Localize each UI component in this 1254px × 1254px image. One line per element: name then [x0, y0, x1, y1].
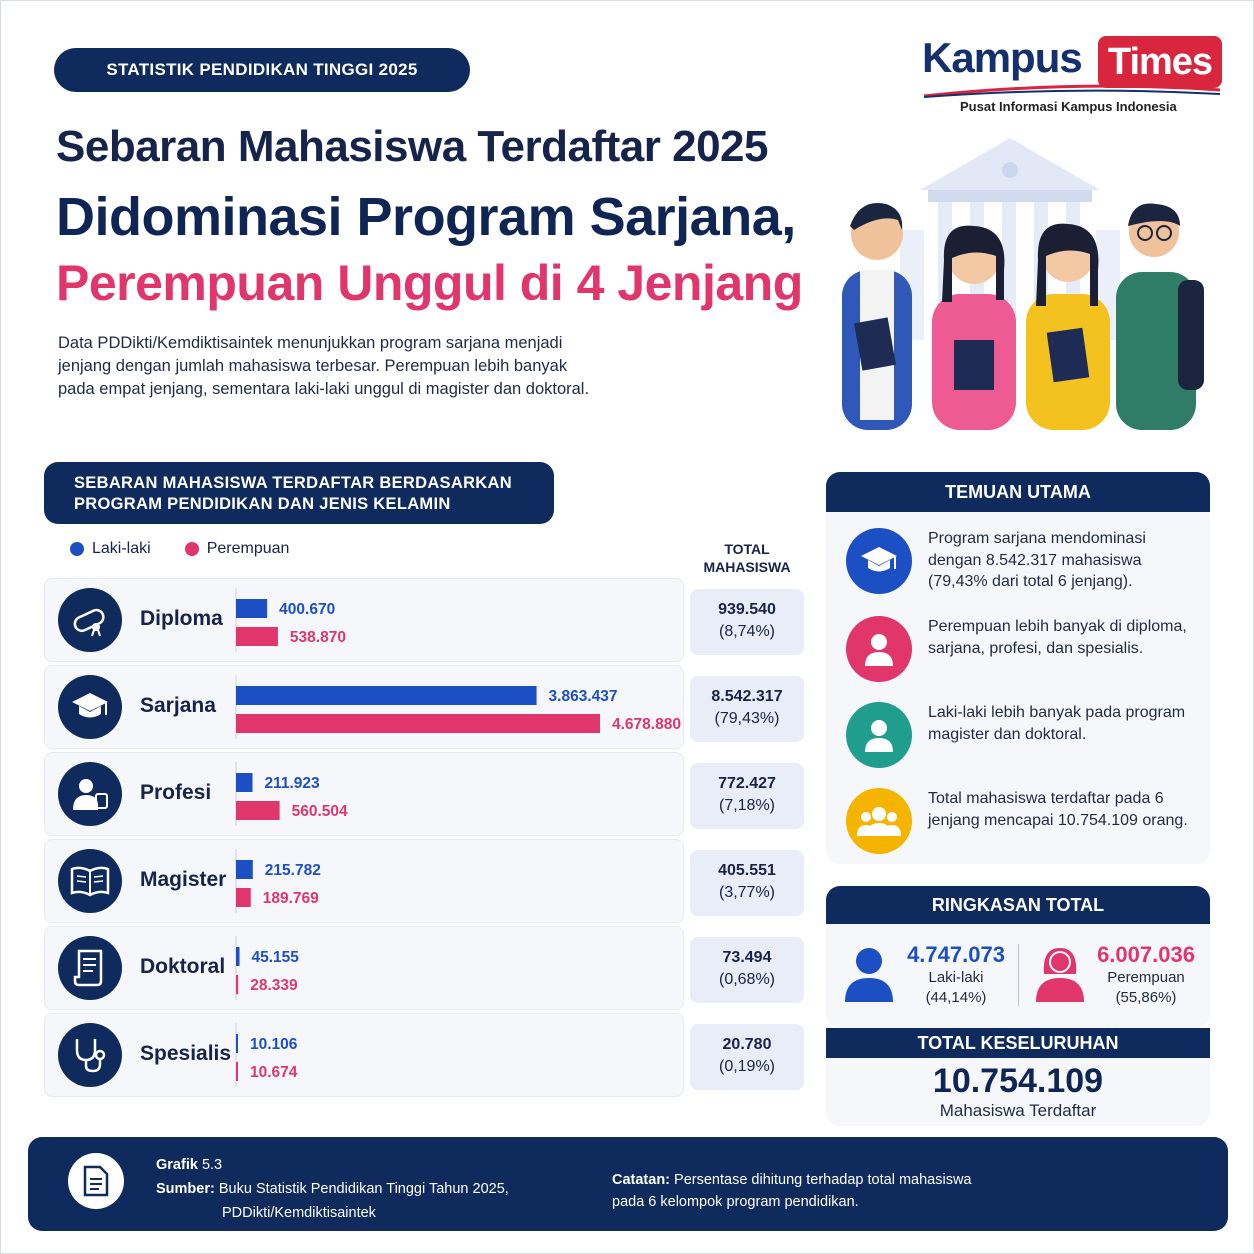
sumber-line-1: Buku Statistik Pendidikan Tinggi Tahun 2025,: [218, 1181, 509, 1197]
legend-item-male: [70, 540, 151, 558]
student-1-icon: [842, 203, 912, 430]
category-total-pct: (0,19%): [718, 1058, 776, 1075]
catatan-label: Catatan:: [612, 1172, 671, 1188]
bar-label-male: 45.155: [251, 949, 299, 966]
sumber-label: Sumber:: [156, 1181, 215, 1197]
diploma-scroll-icon: [58, 588, 122, 652]
category-total-pct: (7,18%): [718, 797, 776, 814]
female-total-label: Perempuan: [1107, 969, 1185, 986]
category-total-card: [690, 676, 804, 742]
bar-label-male: 3.863.437: [548, 688, 618, 705]
category-label: Magister: [140, 868, 227, 891]
category-total-value: 73.494: [722, 949, 772, 966]
student-3-icon: [1026, 224, 1110, 430]
legend-female-label: Perempuan: [206, 540, 290, 557]
title-line-2: Didominasi Program Sarjana,: [56, 187, 796, 247]
chart-legend: [70, 540, 289, 558]
legend-male-label: Laki-laki: [92, 540, 151, 557]
student-2-icon: [932, 226, 1016, 430]
document-icon: [68, 1153, 124, 1209]
category-label: Sarjana: [140, 694, 216, 717]
bar-label-female: 4.678.880: [612, 716, 681, 733]
category-total-value: 405.551: [718, 862, 776, 879]
category-total-card: [690, 589, 804, 655]
category-badge: STATISTIK PENDIDIKAN TINGGI 2025: [54, 48, 470, 92]
catatan-block: [612, 1169, 992, 1213]
intro-paragraph: Data PDDikti/Kemdiktisaintek menunjukkan program sarjana menjadi jenjang dengan jumlah mahasiswa terbesar. Perempuan lebih banyak pada empat jenjang, sementara laki-laki unggul di magister dan doktoral.: [58, 334, 590, 398]
summary-title: RINGKASAN TOTAL: [826, 886, 1210, 924]
female-person-icon: [846, 616, 912, 682]
bar-label-male: 400.670: [279, 601, 336, 618]
male-person-icon: [846, 702, 912, 768]
book-icon: [58, 849, 122, 913]
graduation-cap-icon: [58, 675, 122, 739]
catatan-text: Persentase dihitung terhadap total mahasiswa pada 6 kelompok program pendidikan.: [612, 1172, 972, 1210]
bar-label-female: 560.504: [291, 803, 348, 820]
grafik-label: Grafik: [156, 1157, 198, 1173]
bar-label-female: 189.769: [262, 890, 319, 907]
total-column-header: TOTAL MAHASISWA: [703, 541, 791, 575]
sumber-line-2: PDDikti/Kemdiktisaintek: [222, 1205, 376, 1221]
title-line-3: Perempuan Unggul di 4 Jenjang: [56, 255, 803, 311]
logo-word: Kampus: [922, 34, 1082, 81]
grand-total-panel: [826, 1028, 1210, 1126]
finding-text: Laki-laki lebih banyak pada program magister dan doktoral.: [928, 704, 1186, 743]
male-total-value: 4.747.073: [907, 942, 1005, 967]
legend-female-swatch: [185, 542, 199, 556]
kampustimes-logo: [922, 32, 1222, 122]
female-avatar-icon: [1034, 944, 1086, 1002]
logo-tagline: Pusat Informasi Kampus Indonesia: [960, 99, 1177, 114]
legend-male-swatch: [70, 542, 84, 556]
bar-label-female: 538.870: [289, 629, 346, 646]
category-total-pct: (0,68%): [718, 971, 776, 988]
group-people-icon: [846, 788, 912, 854]
male-total-pct: (44,14%): [925, 989, 987, 1006]
female-total-pct: (55,86%): [1115, 989, 1177, 1006]
legend-item-female: [185, 540, 290, 558]
chart-header: SEBARAN MAHASISWA TERDAFTAR BERDASARKAN PROGRAM PENDIDIKAN DAN JENIS KELAMIN: [44, 462, 554, 524]
male-total-label: Laki-laki: [928, 969, 984, 986]
category-total-value: 772.427: [718, 775, 776, 792]
certificate-icon: [58, 936, 122, 1000]
logo-times: Times: [1098, 36, 1222, 88]
title-line-1: Sebaran Mahasiswa Terdaftar 2025: [56, 122, 768, 171]
key-findings-panel: [826, 472, 1210, 864]
summary-divider: [1018, 944, 1019, 1006]
category-total-card: [690, 763, 804, 829]
female-summary: [1088, 942, 1204, 1008]
category-total-pct: (8,74%): [718, 623, 776, 640]
category-total-value: 8.542.317: [711, 688, 783, 705]
male-avatar-icon: [844, 944, 894, 1002]
source-footer: [28, 1137, 1228, 1231]
key-findings-title: TEMUAN UTAMA: [826, 472, 1210, 512]
category-label: Diploma: [140, 607, 223, 630]
category-total-pct: (3,77%): [718, 884, 776, 901]
category-label: Doktoral: [140, 955, 226, 978]
students-campus-illustration: [820, 130, 1240, 430]
professional-icon: [58, 762, 122, 826]
logo-swoosh-icon: [922, 84, 1222, 98]
grand-total-label: Mahasiswa Terdaftar: [939, 1101, 1097, 1120]
male-summary: [896, 942, 1016, 1008]
category-total-card: [690, 937, 804, 1003]
grand-total-title: TOTAL KESELURUHAN: [826, 1028, 1210, 1058]
bar-label-male: 215.782: [264, 862, 321, 879]
bar-label-female: 10.674: [250, 1064, 298, 1081]
source-block: [156, 1153, 509, 1225]
category-total-card: [690, 1024, 804, 1090]
finding-text: Program sarjana mendominasi dengan 8.542.317 mahasiswa (79,43% dari total 6 jenjang).: [928, 530, 1146, 590]
finding-text: Perempuan lebih banyak di diploma, sarjana, profesi, dan spesialis.: [928, 618, 1187, 657]
summary-panel: [826, 886, 1210, 1028]
category-total-pct: (79,43%): [714, 710, 780, 727]
female-total-value: 6.007.036: [1097, 942, 1195, 967]
category-total-value: 939.540: [718, 601, 776, 618]
category-total-card: [690, 850, 804, 916]
graduation-cap-icon: [846, 528, 912, 594]
category-total-value: 20.780: [722, 1036, 772, 1053]
student-4-icon: [1116, 203, 1204, 430]
category-label: Profesi: [140, 781, 212, 804]
grafik-value: 5.3: [201, 1157, 223, 1173]
grand-total-value: 10.754.109: [932, 1062, 1104, 1100]
category-label: Spesialis: [140, 1042, 232, 1065]
bar-label-male: 10.106: [250, 1036, 298, 1053]
finding-text: Total mahasiswa terdaftar pada 6 jenjang mencapai 10.754.109 orang.: [928, 790, 1188, 829]
stethoscope-icon: [58, 1023, 122, 1087]
bar-label-male: 211.923: [264, 775, 320, 792]
bar-label-female: 28.339: [250, 977, 298, 994]
